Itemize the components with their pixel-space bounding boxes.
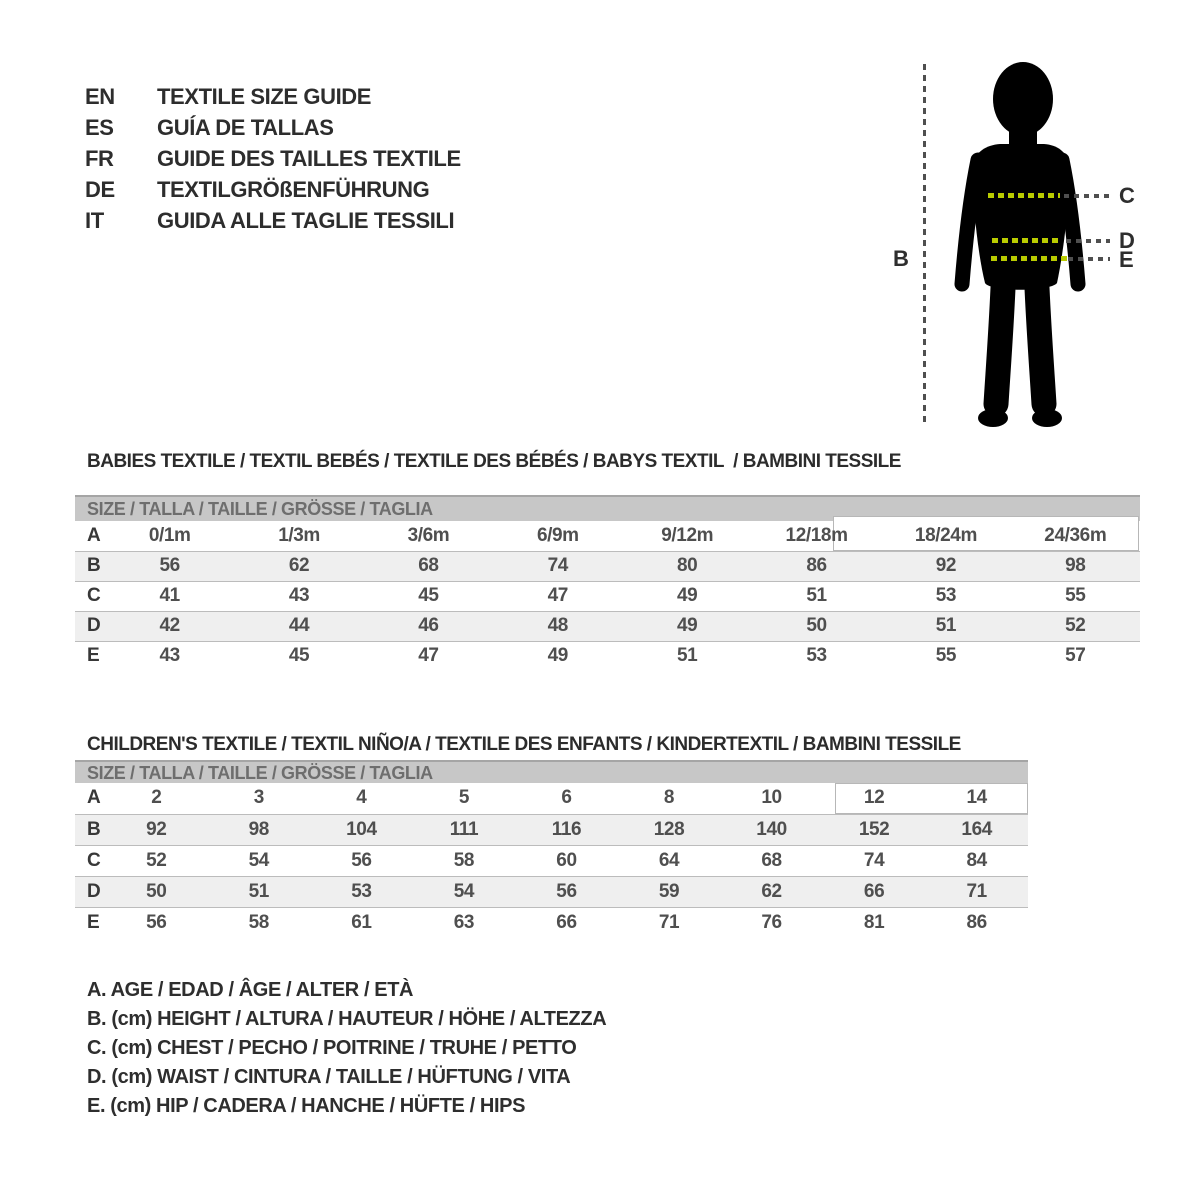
table-cell: 49 (677, 615, 698, 636)
table-cell: 76 (761, 911, 782, 933)
table-cell: 52 (146, 849, 167, 871)
table-cell: 58 (248, 911, 269, 933)
table-cell: 51 (677, 645, 698, 667)
table-cell: 5 (458, 787, 469, 809)
table-cell: 54 (453, 880, 475, 902)
table-cell: 50 (146, 880, 167, 902)
table-cell: 4 (356, 787, 367, 809)
row-label: C (87, 849, 101, 871)
table-cell: 44 (288, 615, 310, 636)
table-cell: 46 (418, 615, 439, 636)
table-cell: 10 (761, 787, 782, 809)
table-cell: 43 (159, 645, 180, 667)
height-label: B (893, 246, 909, 271)
table-cell: 56 (159, 555, 180, 576)
row-label: A (87, 524, 101, 546)
table-row (75, 641, 1140, 671)
table-cell: 6/9m (536, 524, 579, 546)
table-cell: 50 (806, 615, 827, 636)
table-cell: 3/6m (407, 524, 450, 546)
table-cell: 62 (761, 880, 782, 902)
table-cell: 111 (449, 818, 479, 840)
table-cell: 51 (935, 615, 957, 636)
table-cell: 51 (806, 585, 827, 606)
table-cell: 3 (253, 787, 264, 809)
figure-left-leg (996, 288, 1003, 404)
table-row (75, 876, 1028, 907)
guide-title: GUÍA DE TALLAS (157, 115, 334, 140)
table-cell: 63 (453, 911, 475, 933)
table-cell: 52 (1065, 615, 1086, 636)
table-row (75, 783, 1028, 814)
table-cell: 9/12m (661, 524, 714, 546)
table-cell: 14 (966, 787, 987, 809)
table-cell: 55 (1065, 585, 1086, 606)
table-cell: 104 (346, 818, 377, 840)
table-cell: 71 (966, 880, 987, 902)
guide-title: GUIDE DES TAILLES TEXTILE (157, 146, 461, 171)
table-cell: 41 (159, 585, 180, 606)
legend-row: E. (cm) HIP / CADERA / HANCHE / HÜFTE / HIPS (87, 1095, 526, 1117)
row-label: E (87, 911, 100, 933)
table-cell: 140 (756, 818, 787, 840)
row-label: D (87, 615, 101, 636)
table-cell: 56 (351, 849, 372, 871)
table-cell: 84 (966, 849, 987, 871)
legend-row: A. AGE / EDAD / ÂGE / ALTER / ETÀ (87, 979, 414, 1001)
table-cell: 116 (551, 818, 582, 840)
table-row (75, 611, 1140, 641)
table-cell: 86 (806, 555, 827, 576)
table-cell: 71 (658, 911, 680, 933)
table-cell: 45 (418, 585, 439, 606)
chest-label: C (1119, 183, 1135, 208)
table-cell: 0/1m (148, 524, 191, 546)
guide-title: TEXTILE SIZE GUIDE (157, 84, 372, 109)
hip-measure-line (991, 256, 1068, 261)
table-cell: 164 (961, 818, 992, 840)
table-cell: 12 (863, 787, 885, 809)
language-row (85, 143, 461, 174)
table-row (75, 521, 1140, 551)
figure-left-foot (978, 409, 1008, 427)
figure-left-arm (962, 160, 978, 284)
table-cell: 92 (935, 555, 957, 576)
language-row (85, 205, 461, 236)
language-code: EN (85, 84, 115, 109)
table-cell: 56 (556, 880, 577, 902)
row-label: B (87, 555, 101, 576)
table-cell: 80 (677, 555, 698, 576)
row-label: D (87, 880, 101, 902)
table-cell: 128 (653, 818, 685, 840)
legend-row: B. (cm) HEIGHT / ALTURA / HAUTEUR / HÖHE / ALTEZZA (87, 1008, 607, 1030)
table-cell: 64 (658, 849, 680, 871)
language-title-list (85, 81, 461, 236)
chest-measure-line (988, 193, 1060, 198)
table-cell: 53 (935, 585, 957, 606)
measurement-legend (87, 976, 606, 1121)
table-cell: 24/36m (1044, 524, 1107, 546)
babies-table-header: SIZE / TALLA / TAILLE / GRÖSSE / TAGLIA (75, 495, 1140, 521)
table-cell: 47 (547, 585, 568, 606)
language-row (85, 174, 461, 205)
table-cell: 68 (761, 849, 782, 871)
waist-measure-line (992, 238, 1062, 243)
table-cell: 47 (418, 645, 439, 667)
language-row (85, 81, 461, 112)
table-row (75, 907, 1028, 938)
figure-right-arm (1062, 160, 1078, 284)
waist-leader-line (1066, 239, 1110, 243)
table-cell: 98 (248, 818, 269, 840)
table-row (75, 581, 1140, 611)
height-measure-line (923, 64, 926, 426)
table-cell: 61 (351, 911, 372, 933)
table-cell: 2 (151, 787, 162, 809)
table-cell: 49 (677, 585, 698, 606)
table-cell: 60 (556, 849, 577, 871)
row-label: C (87, 585, 101, 606)
guide-title: GUIDA ALLE TAGLIE TESSILI (157, 208, 455, 233)
chest-leader-line (1064, 194, 1110, 198)
row-label: A (87, 787, 101, 809)
babies-section-heading: BABIES TEXTILE / TEXTIL BEBÉS / TEXTILE DES BÉBÉS / BABYS TEXTIL / BAMBINI TESSILE (87, 451, 901, 472)
table-cell: 98 (1065, 555, 1086, 576)
table-cell: 51 (248, 880, 269, 902)
language-code: ES (85, 115, 114, 140)
table-cell: 92 (146, 818, 167, 840)
table-cell: 45 (288, 645, 310, 667)
children-table-header: SIZE / TALLA / TAILLE / GRÖSSE / TAGLIA (75, 760, 1028, 783)
table-cell: 42 (159, 615, 180, 636)
table-cell: 66 (556, 911, 577, 933)
table-cell: 56 (146, 911, 167, 933)
figure-torso (972, 144, 1070, 290)
table-cell: 81 (863, 911, 885, 933)
table-cell: 86 (966, 911, 987, 933)
table-cell: 12/18m (785, 524, 848, 546)
table-cell: 53 (806, 645, 827, 667)
legend-row: D. (cm) WAIST / CINTURA / TAILLE / HÜFTUNG / VITA (87, 1066, 571, 1088)
table-row (75, 551, 1140, 581)
table-cell: 49 (547, 645, 568, 667)
babies-size-table (75, 495, 1140, 671)
legend-row: C. (cm) CHEST / PECHO / POITRINE / TRUHE / PETTO (87, 1037, 577, 1059)
language-row (85, 112, 461, 143)
table-cell: 68 (418, 555, 439, 576)
table-row (75, 845, 1028, 876)
table-row (75, 814, 1028, 845)
table-cell: 74 (863, 849, 885, 871)
language-code: FR (85, 146, 114, 171)
table-cell: 57 (1065, 645, 1086, 667)
row-label: B (87, 818, 101, 840)
table-cell: 6 (561, 787, 572, 809)
table-cell: 62 (288, 555, 310, 576)
table-cell: 1/3m (278, 524, 320, 546)
table-cell: 48 (547, 615, 568, 636)
waist-label: D (1119, 228, 1135, 253)
row-label: E (87, 645, 100, 667)
table-cell: 18/24m (914, 524, 977, 546)
language-code: IT (85, 208, 104, 233)
hip-label: E (1119, 247, 1134, 272)
table-cell: 58 (453, 849, 475, 871)
table-cell: 53 (351, 880, 372, 902)
figure-right-leg (1037, 288, 1044, 404)
hip-leader-line (1068, 257, 1110, 261)
table-cell: 66 (863, 880, 885, 902)
table-cell: 74 (547, 555, 568, 576)
table-cell: 8 (663, 787, 675, 809)
children-size-table (75, 760, 1028, 938)
table-cell: 59 (658, 880, 680, 902)
guide-title: TEXTILGRÖßENFÜHRUNG (157, 177, 430, 202)
language-code: DE (85, 177, 115, 202)
children-section-heading: CHILDREN'S TEXTILE / TEXTIL NIÑO/A / TEXTILE DES ENFANTS / KINDERTEXTIL / BAMBINI TESSILE (87, 734, 961, 755)
figure-right-foot (1032, 409, 1062, 427)
table-cell: 54 (248, 849, 269, 871)
table-cell: 55 (935, 645, 957, 667)
table-cell: 152 (858, 818, 890, 840)
table-cell: 43 (288, 585, 310, 606)
